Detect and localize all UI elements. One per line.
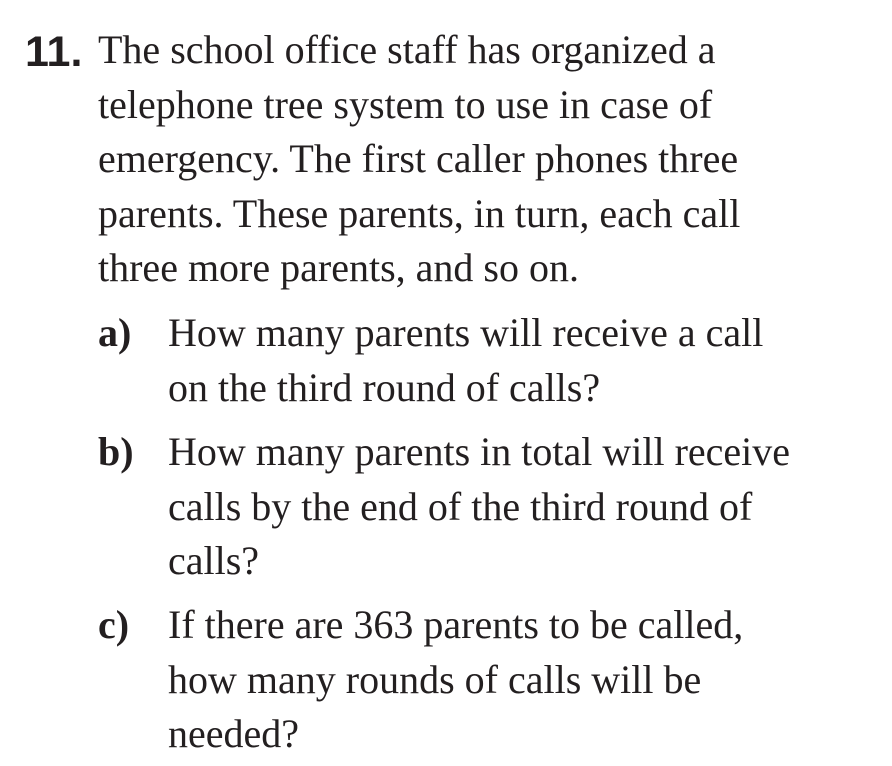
part-line: needed? [168, 711, 300, 756]
part-question [168, 598, 878, 762]
stem-line: three more parents, and so on. [98, 245, 579, 290]
stem-line: telephone tree system to use in case of [98, 81, 713, 127]
part-question [168, 306, 878, 415]
part-question [168, 425, 878, 589]
part-label: b) [98, 429, 134, 474]
part-line: If there are 363 parents to be called, [168, 602, 744, 647]
part-line: How many parents will receive a call [168, 310, 764, 355]
part-line: on the third round of calls? [168, 364, 601, 410]
part-label: a) [98, 310, 132, 355]
problem-stem [98, 23, 878, 296]
problem-number: 11. [25, 28, 83, 76]
stem-line: parents. These parents, in turn, each call [98, 190, 741, 236]
part-line: calls? [168, 538, 260, 583]
part-line: calls by the end of the third round of [168, 483, 753, 529]
stem-line: The school office staff has organized a [98, 27, 716, 72]
stem-line: emergency. The first caller phones three [98, 136, 739, 181]
part-line: How many parents in total will receive [168, 429, 791, 474]
part-line: how many rounds of calls will be [168, 656, 702, 702]
part-label: c) [98, 602, 130, 647]
